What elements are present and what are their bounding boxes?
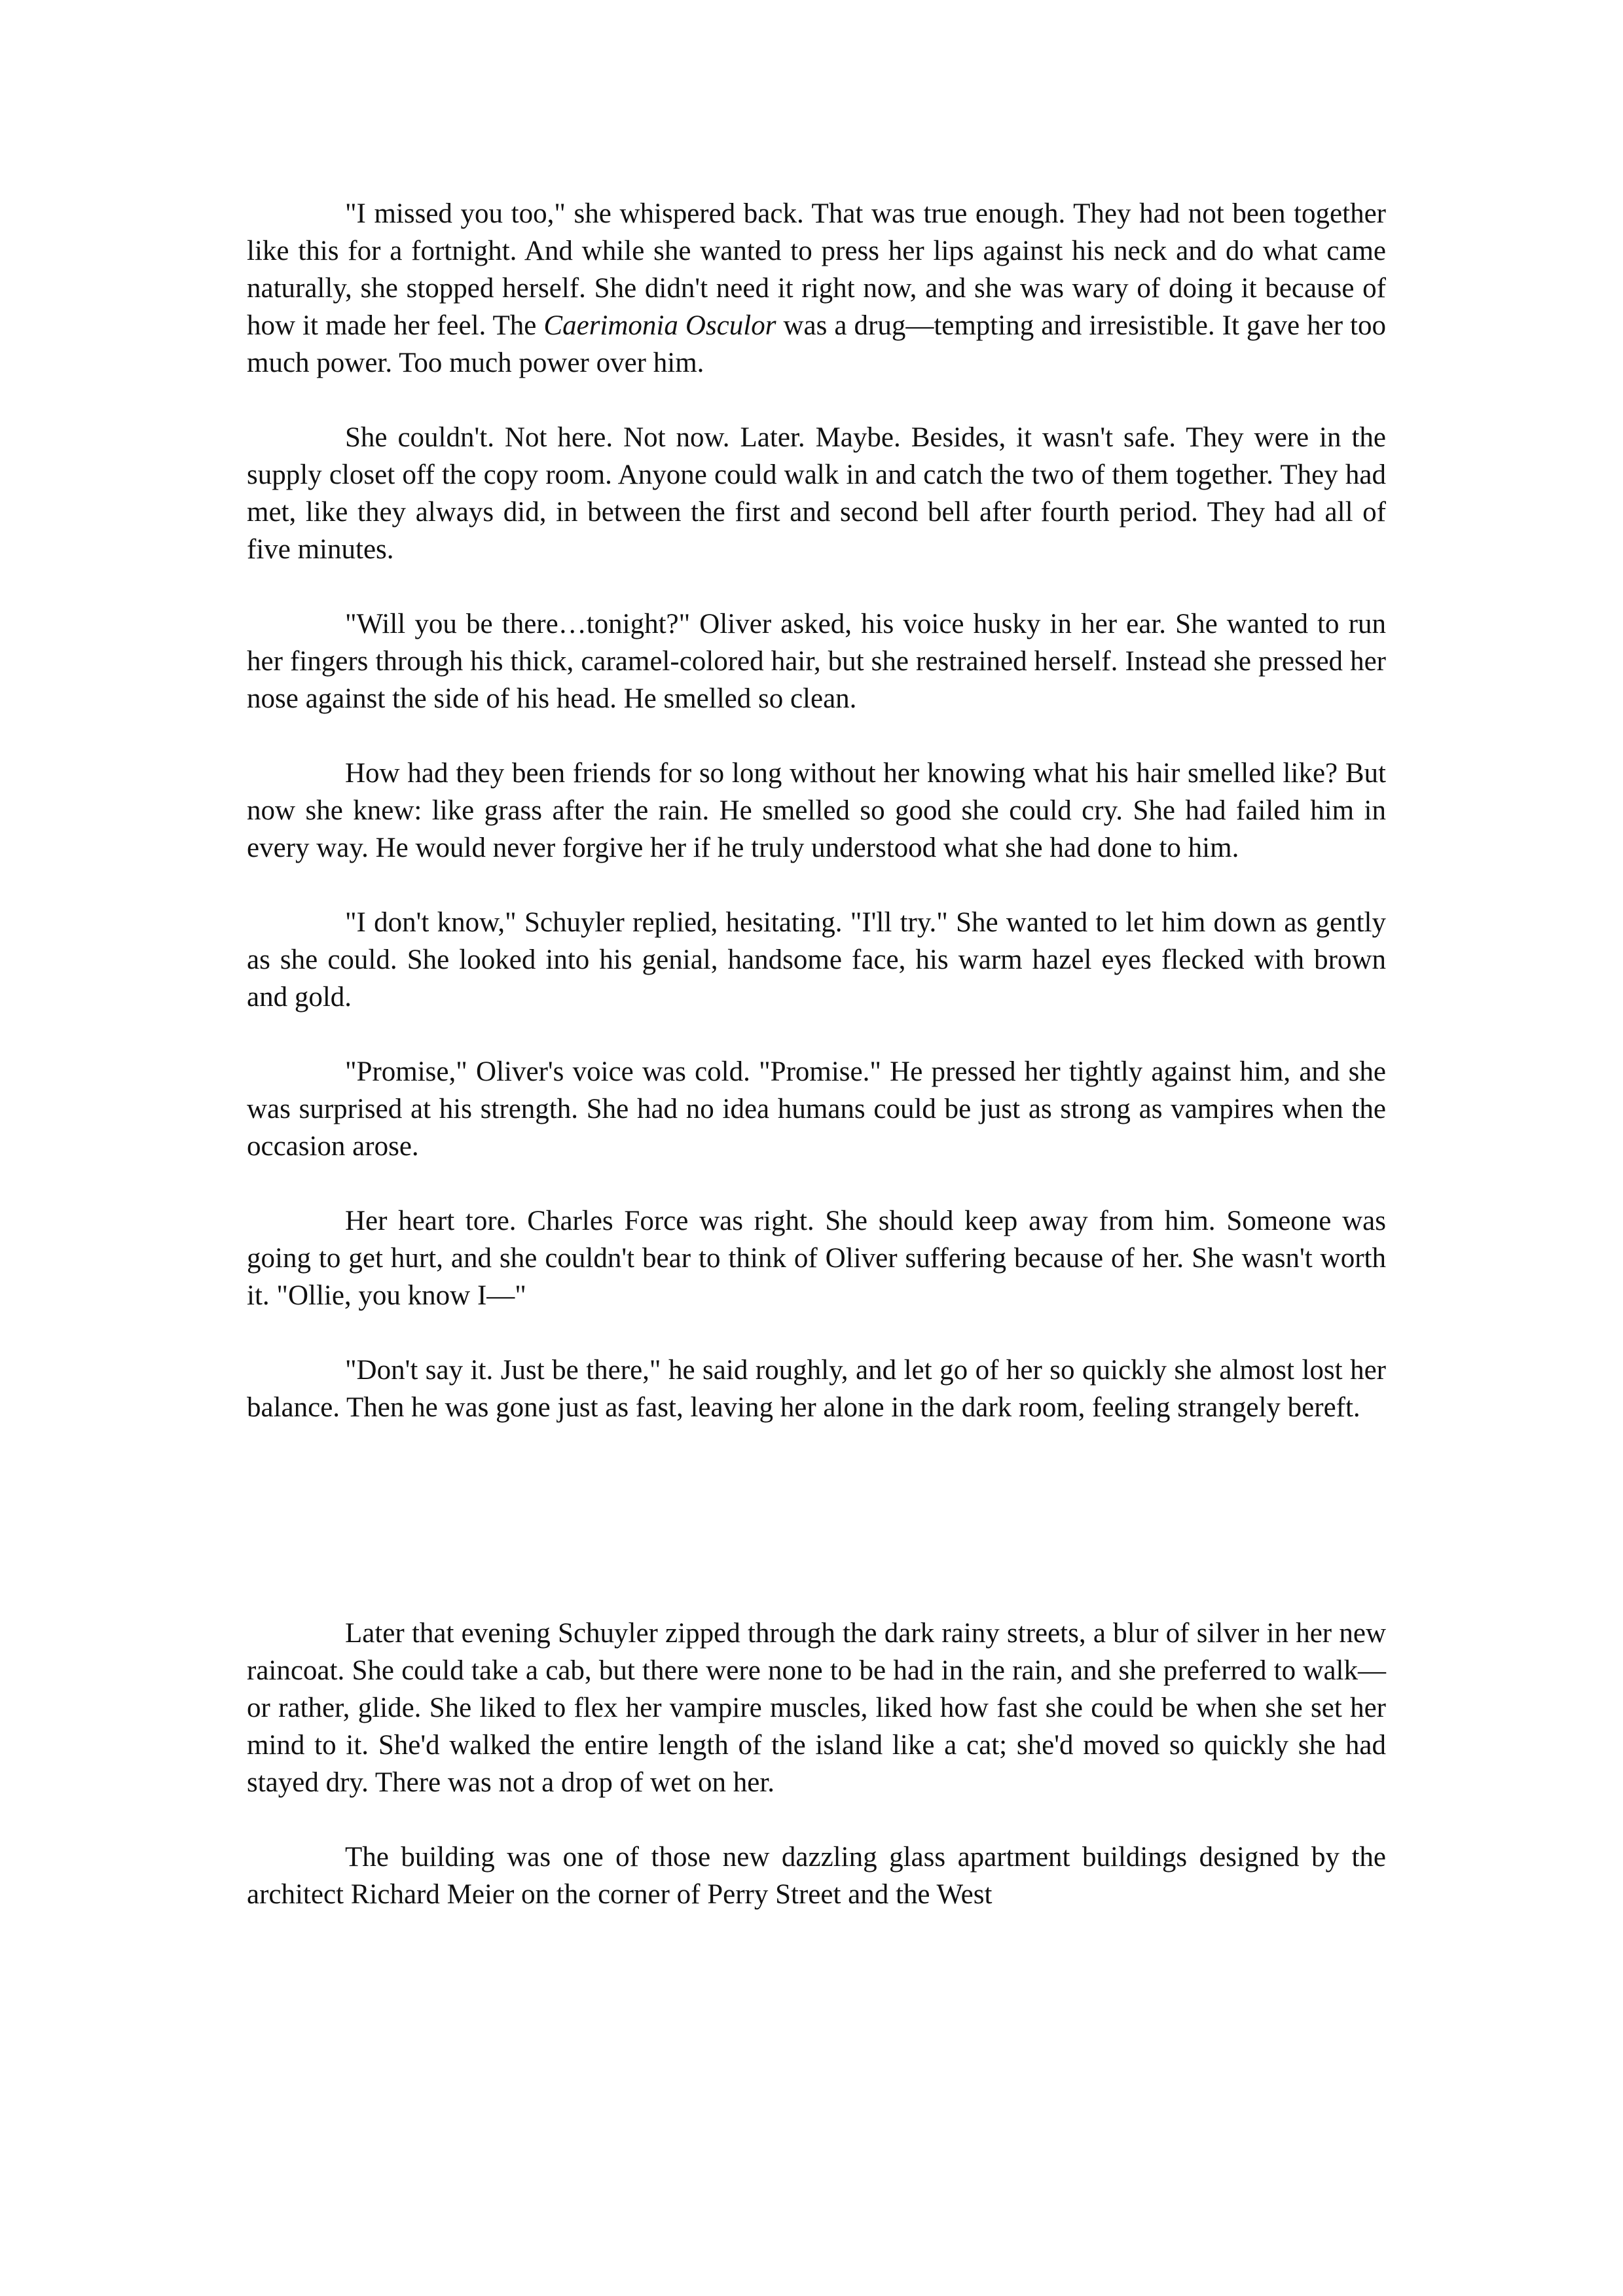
paragraph-7 bbox=[247, 1202, 1386, 1314]
paragraph-10-text: The building was one of those new dazzling glass apartment buildings designed by the architect Richard Meier on the corner of Perry Street and the West bbox=[247, 1842, 1386, 1910]
paragraph-4 bbox=[247, 755, 1386, 867]
paragraph-2-text: She couldn't. Not here. Not now. Later. Maybe. Besides, it wasn't safe. They were in the supply closet off the copy room. Anyone could walk in and catch the two of them together. They had met, like they always did, in between the first and second bell after fourth period. They had all of five minutes. bbox=[247, 422, 1386, 565]
paragraph-3-text: "Will you be there…tonight?" Oliver asked, his voice husky in her ear. She wanted to run her fingers through his thick, caramel-colored hair, but she restrained herself. Instead she pressed her nose against the side of his head. He smelled so clean. bbox=[247, 609, 1386, 714]
paragraph-1 bbox=[247, 195, 1386, 382]
paragraph-7-text: Her heart tore. Charles Force was right. She should keep away from him. Someone was going to get hurt, and she couldn't bear to think of Oliver suffering because of her. She wasn't worth it. "Ollie, you know I—" bbox=[247, 1206, 1386, 1311]
paragraph-9 bbox=[247, 1615, 1386, 1801]
paragraph-5 bbox=[247, 904, 1386, 1016]
paragraph-6-text: "Promise," Oliver's voice was cold. "Promise." He pressed her tightly against him, and she was surprised at his strength. She had no idea humans could be just as strong as vampires when the occasion arose. bbox=[247, 1056, 1386, 1162]
paragraph-6 bbox=[247, 1053, 1386, 1165]
paragraph-5-text: "I don't know," Schuyler replied, hesitating. "I'll try." She wanted to let him down as gently as she could. She looked into his genial, handsome face, his warm hazel eyes flecked with brown and gold. bbox=[247, 907, 1386, 1013]
paragraph-1-text-a: "I missed you too," she whispered back. That was true enough. They had not been together like this for a fortnight. And while she wanted to press her lips against his neck and do what came naturally, she stopped herself. She didn't need it right now, and she was wary of doing it because of how it made her feel. The bbox=[247, 198, 1386, 341]
paragraph-3 bbox=[247, 605, 1386, 717]
paragraph-10 bbox=[247, 1839, 1386, 1913]
paragraph-4-text: How had they been friends for so long without her knowing what his hair smelled like? But now she knew: like grass after the rain. He smelled so good she could cry. She had failed him in every way. He would never forgive her if he truly understood what she had done to him. bbox=[247, 758, 1386, 863]
paragraph-1-text-b: was a drug—tempting and irresistible. It gave her too much power. Too much power over him. bbox=[247, 310, 1387, 378]
paragraph-8 bbox=[247, 1352, 1386, 1426]
paragraph-8-text: "Don't say it. Just be there," he said roughly, and let go of her so quickly she almost lost her balance. Then he was gone just as fast, leaving her alone in the dark room, feeling strangely bereft. bbox=[247, 1355, 1386, 1423]
section-break bbox=[247, 1426, 1386, 1615]
section-1 bbox=[247, 195, 1386, 1426]
paragraph-9-text: Later that evening Schuyler zipped through the dark rainy streets, a blur of silver in her new raincoat. She could take a cab, but there were none to be had in the rain, and she preferred to walk—or rather, glide. She liked to flex her vampire muscles, liked how fast she could be when she set her mind to it. She'd walked the entire length of the island like a cat; she'd moved so quickly she had stayed dry. There was not a drop of wet on her. bbox=[247, 1618, 1386, 1798]
document-page bbox=[247, 195, 1386, 1913]
paragraph-2 bbox=[247, 419, 1386, 568]
section-2 bbox=[247, 1615, 1386, 1913]
paragraph-1-italic-term: Caerimonia Osculor bbox=[543, 310, 776, 341]
